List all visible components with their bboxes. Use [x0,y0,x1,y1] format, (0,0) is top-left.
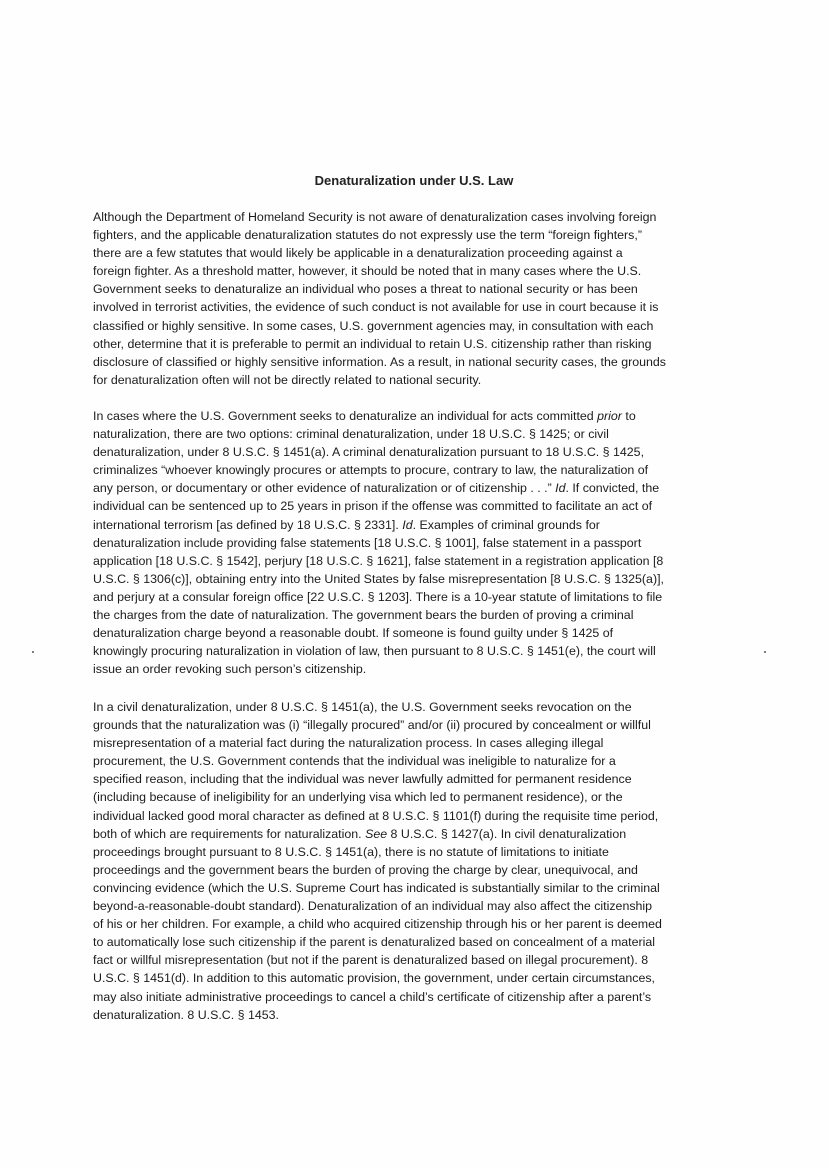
text-line [93,461,735,479]
italic-term: Id [402,517,413,532]
text-run: proceedings brought pursuant to 8 U.S.C. § 1451(a), there is no statute of limitations to initiate [93,844,609,859]
text-line [93,479,735,497]
text-line [93,425,735,443]
text-line [93,698,735,716]
text-run: U.S.C. § 1306(c)], obtaining entry into the United States by false misrepresentation [8 U.S.C. § 1325(a)], [93,571,664,586]
text-run: procurement, the U.S. Government contends that the individual was ineligible to naturalize for a [93,754,616,769]
text-line [93,497,735,515]
text-line [93,407,735,425]
text-run: specified reason, including that the individual was never lawfully admitted for permanent residence [93,772,632,787]
text-line [93,516,735,534]
text-run: individual can be sentenced up to 25 years in prison if the offense was committed to facilitate an act of [93,499,653,514]
text-line [93,1006,735,1024]
text-run: involved in terrorist activities, the evidence of such conduct is not available for use in court because it is [93,300,659,315]
text-run: denaturalization. 8 U.S.C. § 1453. [93,1007,279,1022]
text-run: . Examples of criminal grounds for [412,517,600,532]
text-line [93,552,735,570]
text-run: 8 U.S.C. § 1427(a). In civil denaturalization [387,826,627,841]
text-run: international terrorism [as defined by 18 U.S.C. § 2331]. [93,517,403,532]
text-run: disclosure of classified or highly sensitive information. As a result, in national security cases, the grounds [93,354,667,369]
text-run: . If convicted, the [565,481,660,496]
text-run: beyond-a-reasonable-doubt standard). Denaturalization of an individual may also affect the citizenship [93,899,653,914]
text-line [93,988,735,1006]
text-line [93,280,735,298]
text-line [93,208,735,226]
text-line [93,244,735,262]
paragraph-civil-denaturalization [93,698,735,1024]
paragraph-threshold [93,208,735,389]
text-run: convincing evidence (which the U.S. Supreme Court has indicated is substantially similar to the criminal [93,880,660,895]
text-run: denaturalization, under 8 U.S.C. § 1451(a). A criminal denaturalization pursuant to 18 U.S.C. § 1425, [93,445,645,460]
text-line [93,262,735,280]
text-line [93,443,735,461]
text-run: foreign fighter. As a threshold matter, however, it should be noted that in many cases where the U.S. [93,264,642,279]
text-line [93,298,735,316]
text-run: for denaturalization often will not be directly related to national security. [93,372,482,387]
text-line [93,879,735,897]
paragraph-criminal-denaturalization [93,407,735,678]
text-line [93,534,735,552]
text-run: proceedings and the government bears the burden of proving the charge by clear, unequivocal, and [93,862,638,877]
italic-term: prior [597,409,622,423]
text-run: criminalizes “whoever knowingly procures or attempts to procure, contrary to law, the naturalization of [93,463,649,478]
text-line [93,353,735,371]
text-line [93,752,735,770]
text-run: classified or highly sensitive. In some cases, U.S. government agencies may, in consultation with each [93,318,654,333]
document-title: Denaturalization under U.S. Law [314,173,514,188]
text-line [93,770,735,788]
text-line [93,642,735,660]
text-line [93,660,735,678]
text-run: denaturalization include providing false statements [18 U.S.C. § 1001], false statement in a passport [93,535,642,550]
text-run: any person, or documentary or other evidence of naturalization or of citizenship . . .” [93,481,556,496]
text-line [93,716,735,734]
text-line [93,588,735,606]
text-run: individual lacked good moral character as defined at 8 U.S.C. § 1101(f) during the requisite time period, [93,808,659,823]
text-run: both of which are requirements for naturalization. [93,826,366,841]
italic-term: Id [555,481,566,496]
text-run: to [621,409,636,423]
text-line [93,951,735,969]
text-line [93,933,735,951]
text-line [93,897,735,915]
text-line [93,317,735,335]
text-line [93,969,735,987]
text-run: of his or her children. For example, a child who acquired citizenship through his or her parent is deemed [93,917,662,932]
text-line [93,788,735,806]
text-run: naturalization, there are two options: criminal denaturalization, under 18 U.S.C. § 1425; or civil [93,427,609,442]
text-line [93,825,735,843]
text-line [93,606,735,624]
italic-term: See [365,826,388,841]
text-run: the charges from the date of naturalization. The government bears the burden of proving a criminal [93,608,634,623]
text-run: knowingly procuring naturalization in violation of law, then pursuant to 8 U.S.C. § 1451(e), the court will [93,644,656,659]
text-line [93,807,735,825]
text-run: fact or willful misrepresentation (but not if the parent is denaturalized based on illegal procurement). 8 [93,953,649,968]
text-run: denaturalization charge beyond a reasonable doubt. If someone is found guilty under § 1425 of [93,626,614,641]
text-run: Although the Department of Homeland Security is not aware of denaturalization cases involving foreign [93,210,657,224]
text-run: In a civil denaturalization, under 8 U.S.C. § 1451(a), the U.S. Government seeks revocation on the [93,700,632,714]
scan-speck-left [32,651,34,653]
text-run: application [18 U.S.C. § 1542], perjury [18 U.S.C. § 1621], false statement in a registration application [8 [93,553,664,568]
text-run: U.S.C. § 1451(d). In addition to this automatic provision, the government, under certain circumstances, [93,971,655,986]
text-line [93,734,735,752]
text-run: and perjury at a consular foreign office [22 U.S.C. § 1203]. There is a 10-year statute of limitations to file [93,589,663,604]
text-line [93,226,735,244]
scan-speck-right [764,651,766,653]
text-line [93,915,735,933]
text-line [93,843,735,861]
text-line [93,371,735,389]
text-run: grounds that the naturalization was (i) “illegally procured” and/or (ii) procured by concealment or willful [93,718,651,733]
text-run: fighters, and the applicable denaturalization statutes do not expressly use the term “foreign fighters,” [93,228,642,243]
text-run: In cases where the U.S. Government seeks to denaturalize an individual for acts committed [93,409,598,423]
text-run: (including because of ineligibility for an underlying visa which led to permanent residence), or the [93,790,623,805]
text-run: Government seeks to denaturalize an individual who poses a threat to national security or has been [93,282,638,297]
text-run: issue an order revoking such person’s citizenship. [93,662,367,677]
text-line [93,335,735,353]
text-line [93,861,735,879]
text-run: other, determine that it is preferable to permit an individual to retain U.S. citizenship rather than risking [93,336,652,351]
text-run: to automatically lose such citizenship if the parent is denaturalized based on concealment of a material [93,935,656,950]
text-run: may also initiate administrative proceedings to cancel a child’s certificate of citizenship after a parent’s [93,989,652,1004]
text-line [93,570,735,588]
text-line [93,624,735,642]
text-run: misrepresentation of a material fact during the naturalization process. In cases alleging illegal [93,736,604,751]
text-run: there are a few statutes that would likely be applicable in a denaturalization proceeding against a [93,246,623,261]
